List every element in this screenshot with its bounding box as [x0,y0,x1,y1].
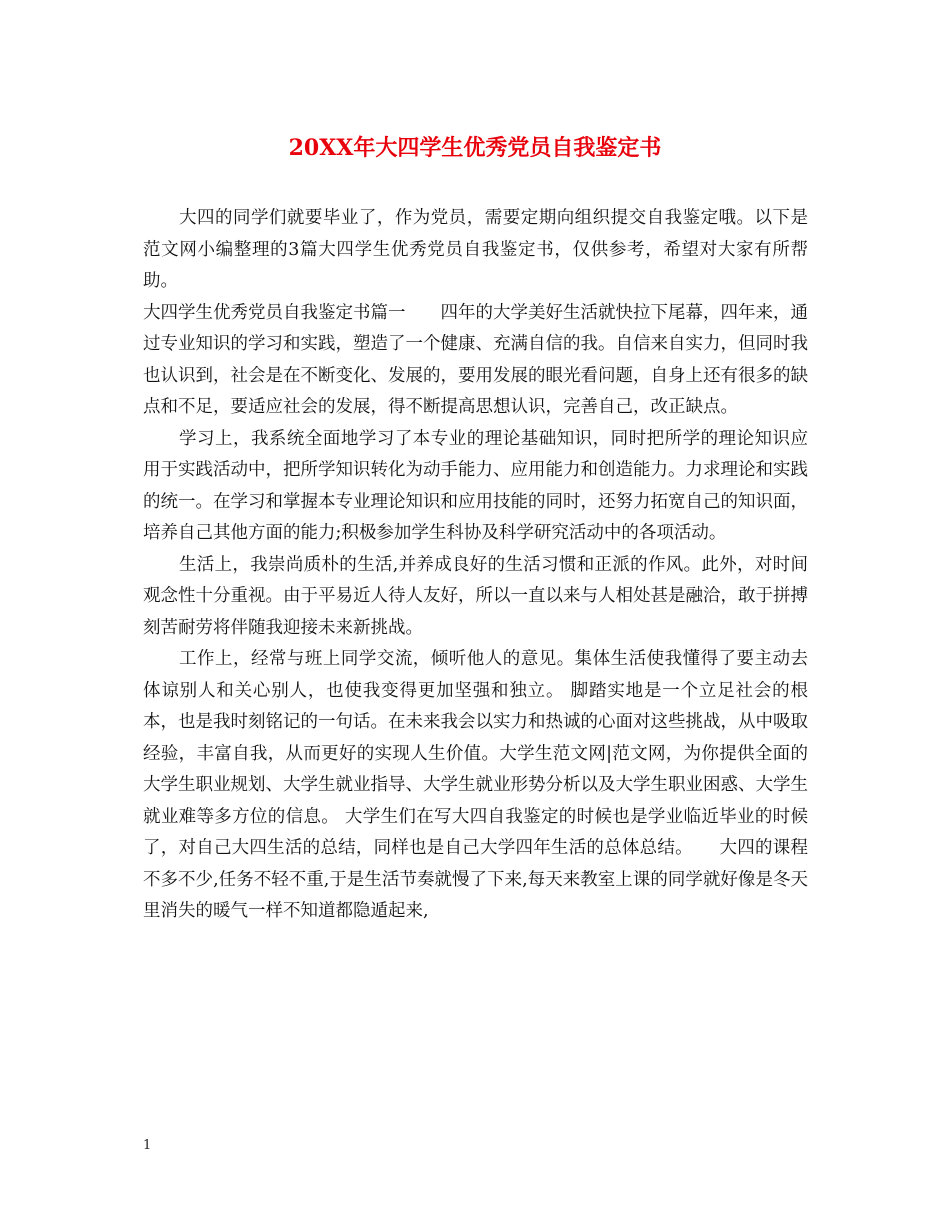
paragraph-section-one: 大四学生优秀党员自我鉴定书篇一 四年的大学美好生活就快拉下尾幕，四年来，通过专业知识的学习和实践，塑造了一个健康、充满自信的我。自信来自实力，但同时我也认识到，社会是在不断变化、发展的，要用发展的眼光看问题，自身上还有很多的缺点和不足，要适应社会的发展，得不断提高思想认识，完善自己，改正缺点。 [143,302,808,417]
paragraph-study: 学习上，我系统全面地学习了本专业的理论基础知识，同时把所学的理论知识应用于实践活动中，把所学知识转化为动手能力、应用能力和创造能力。力求理论和实践的统一。在学习和掌握本专业理论知识和应用技能的同时，还努力拓宽自己的知识面，培养自己其他方面的能力;积极参加学生科协及科学研究活动中的各项活动。 [143,428,808,543]
document-body [143,203,808,928]
paragraph-intro: 大四的同学们就要毕业了，作为党员，需要定期向组织提交自我鉴定哦。以下是范文网小编整理的3篇大四学生优秀党员自我鉴定书，仅供参考，希望对大家有所帮助。 [143,208,808,291]
paragraph-life: 生活上，我崇尚质朴的生活,并养成良好的生活习惯和正派的作风。此外，对时间观念性十分重视。由于平易近人待人友好，所以一直以来与人相处甚是融洽，敢于拼搏刻苦耐劳将伴随我迎接未来新挑战。 [143,554,808,638]
page-number: 1 [143,1138,152,1153]
document-title: 20XX年大四学生优秀党员自我鉴定书 [288,135,662,161]
paragraph-work: 工作上，经常与班上同学交流，倾听他人的意见。集体生活使我懂得了要主动去体谅别人和关心别人，也使我变得更加坚强和独立。 脚踏实地是一个立足社会的根本，也是我时刻铭记的一句话。在未来我会以实力和热诚的心面对这些挑战，从中吸取经验，丰富自我，从而更好的实现人生价值。大学生范文网|范文网，为你提供全面的大学生职业规划、大学生就业指导、大学生就业形势分析以及大学生职业困惑、大学生就业难等多方位的信息。 大学生们在写大四自我鉴定的时候也是学业临近毕业的时候了，对自己大四生活的总结，同样也是自己大学四年生活的总体总结。 大四的课程不多不少,任务不轻不重,于是生活节奏就慢了下来,每天来教室上课的同学就好像是冬天里消失的暖气一样不知道都隐遁起来, [143,649,808,921]
